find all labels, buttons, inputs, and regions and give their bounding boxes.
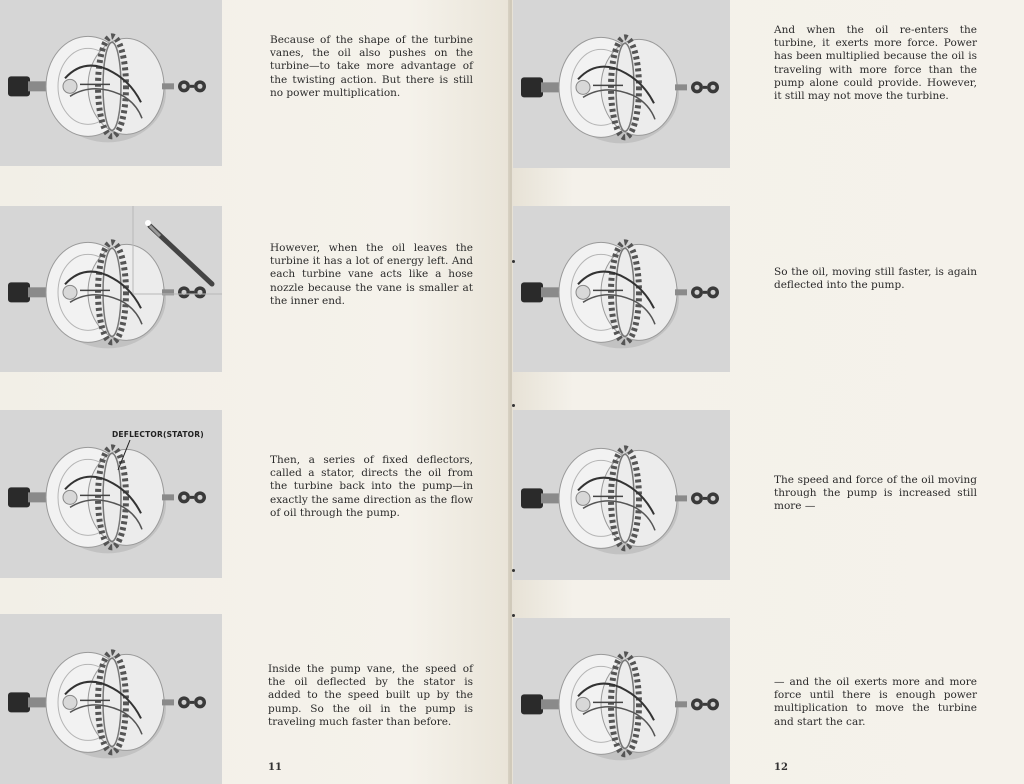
torque-converter-illustration-icon (0, 0, 222, 166)
margin-mark (512, 260, 515, 263)
torque-converter-illustration-icon (0, 614, 222, 784)
caption-right-2: So the oil, moving still faster, is again deflected into the pump. (774, 266, 977, 292)
margin-mark (512, 614, 515, 617)
illustration-panel-1 (0, 0, 222, 166)
illustration-panel-5 (513, 0, 730, 168)
illustration-panel-4 (0, 614, 222, 784)
caption-left-4: Inside the pump vane, the speed of the oil deflected by the stator is added to the speed built up by the pump. So the oil in the pump is traveling much faster than before. (268, 663, 473, 728)
hose-nozzle-icon (0, 206, 222, 372)
torque-converter-illustration-icon (513, 206, 730, 372)
margin-mark (512, 404, 515, 407)
page-number-left: 11 (268, 762, 282, 773)
illustration-panel-2 (0, 206, 222, 372)
caption-left-3: Then, a series of fixed deflectors, called a stator, directs the oil from the turbine back into the pump—in exactly the same direction as the flow of oil through the pump. (270, 454, 473, 519)
page-number-right: 12 (774, 762, 788, 773)
illustration-panel-8 (513, 618, 730, 784)
margin-mark (512, 569, 515, 572)
stator-label: DEFLECTOR(STATOR) (112, 430, 204, 439)
torque-converter-illustration-icon (513, 618, 730, 784)
illustration-panel-3 (0, 410, 222, 578)
caption-left-1: Because of the shape of the turbine vanes, the oil also pushes on the turbine—to take more advantage of the twisting action. But there is still no power multiplication. (270, 34, 473, 99)
illustration-panel-7 (513, 410, 730, 580)
caption-right-3: The speed and force of the oil moving through the pump is increased still more — (774, 474, 977, 513)
right-page (512, 0, 1024, 784)
caption-right-1: And when the oil re-enters the turbine, it exerts more force. Power has been multiplied because the oil is traveling with more force than the pump alone could provide. However, it still may not move the turbine. (774, 24, 977, 103)
torque-converter-illustration-icon (513, 410, 730, 580)
caption-right-4: — and the oil exerts more and more force until there is enough power multiplication to move the turbine and start the car. (774, 676, 977, 728)
torque-converter-illustration-icon (513, 0, 730, 168)
caption-left-2: However, when the oil leaves the turbine it has a lot of energy left. And each turbine vane acts like a hose nozzle because the vane is smaller at the inner end. (270, 242, 473, 307)
illustration-panel-6 (513, 206, 730, 372)
left-page (0, 0, 510, 784)
